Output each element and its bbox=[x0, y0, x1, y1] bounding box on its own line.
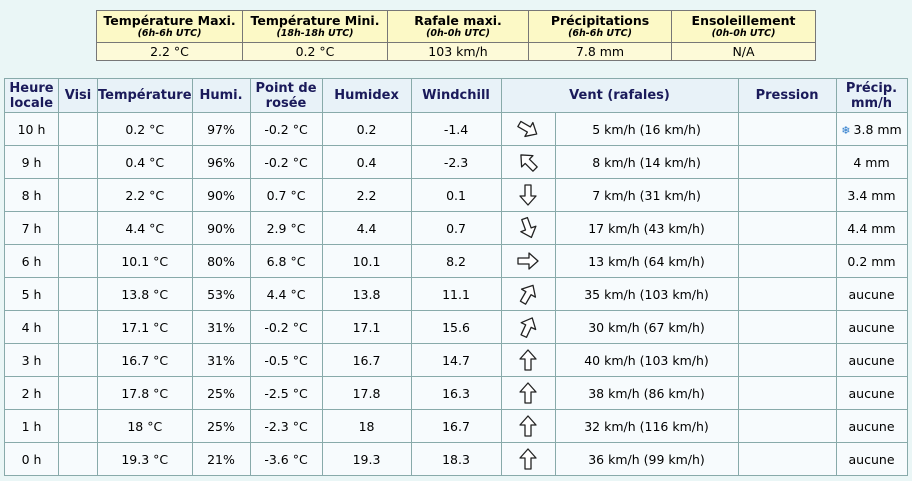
cell-wind: 35 km/h (103 km/h) bbox=[555, 278, 738, 311]
wind-direction-arrow-icon bbox=[515, 446, 541, 472]
cell-hour: 1 h bbox=[5, 410, 59, 443]
cell-humidity: 96% bbox=[192, 146, 250, 179]
wind-direction-arrow-icon bbox=[515, 347, 541, 373]
wind-direction-arrow-icon bbox=[515, 116, 541, 142]
cell-dewpoint: 2.9 °C bbox=[250, 212, 322, 245]
cell-visibility bbox=[59, 113, 98, 146]
cell-precip bbox=[836, 344, 907, 377]
table-row bbox=[5, 410, 908, 443]
summary-value-precip: 7.8 mm bbox=[529, 43, 672, 61]
cell-temperature: 0.2 °C bbox=[98, 113, 193, 146]
cell-visibility bbox=[59, 410, 98, 443]
cell-visibility bbox=[59, 443, 98, 476]
cell-dewpoint: -3.6 °C bbox=[250, 443, 322, 476]
cell-wind-direction bbox=[501, 179, 555, 212]
cell-wind: 40 km/h (103 km/h) bbox=[555, 344, 738, 377]
cell-dewpoint: 6.8 °C bbox=[250, 245, 322, 278]
precip-value: aucune bbox=[848, 385, 895, 401]
cell-hour: 7 h bbox=[5, 212, 59, 245]
cell-visibility bbox=[59, 278, 98, 311]
cell-humidex: 10.1 bbox=[322, 245, 411, 278]
cell-temperature: 0.4 °C bbox=[98, 146, 193, 179]
cell-hour: 3 h bbox=[5, 344, 59, 377]
cell-pressure bbox=[738, 377, 836, 410]
cell-dewpoint: 4.4 °C bbox=[250, 278, 322, 311]
cell-wind: 38 km/h (86 km/h) bbox=[555, 377, 738, 410]
cell-windchill: 14.7 bbox=[411, 344, 501, 377]
cell-visibility bbox=[59, 245, 98, 278]
cell-windchill: 15.6 bbox=[411, 311, 501, 344]
cell-windchill: 0.7 bbox=[411, 212, 501, 245]
col-header-wind: Vent (rafales) bbox=[501, 79, 738, 113]
cell-windchill: 16.7 bbox=[411, 410, 501, 443]
cell-humidity: 90% bbox=[192, 212, 250, 245]
precip-value: 3.4 mm bbox=[847, 187, 896, 203]
cell-temperature: 16.7 °C bbox=[98, 344, 193, 377]
cell-precip bbox=[836, 179, 907, 212]
col-header-precip: Précip. mm/h bbox=[836, 79, 907, 113]
cell-pressure bbox=[738, 278, 836, 311]
cell-hour: 0 h bbox=[5, 443, 59, 476]
cell-precip bbox=[836, 113, 907, 146]
cell-humidity: 97% bbox=[192, 113, 250, 146]
col-header-windchill: Windchill bbox=[411, 79, 501, 113]
table-row bbox=[5, 113, 908, 146]
cell-wind-direction bbox=[501, 344, 555, 377]
cell-humidex: 0.4 bbox=[322, 146, 411, 179]
wind-direction-arrow-icon bbox=[515, 380, 541, 406]
col-header-pressure: Pression bbox=[738, 79, 836, 113]
table-row bbox=[5, 245, 908, 278]
cell-humidex: 4.4 bbox=[322, 212, 411, 245]
cell-windchill: 16.3 bbox=[411, 377, 501, 410]
cell-precip bbox=[836, 146, 907, 179]
cell-windchill: -1.4 bbox=[411, 113, 501, 146]
cell-pressure bbox=[738, 311, 836, 344]
summary-header-gust: Rafale maxi. (0h-0h UTC) bbox=[388, 11, 529, 43]
summary-value-tmin: 0.2 °C bbox=[243, 43, 388, 61]
cell-wind-direction bbox=[501, 113, 555, 146]
cell-humidex: 16.7 bbox=[322, 344, 411, 377]
cell-wind: 30 km/h (67 km/h) bbox=[555, 311, 738, 344]
cell-wind-direction bbox=[501, 410, 555, 443]
cell-pressure bbox=[738, 245, 836, 278]
cell-humidex: 19.3 bbox=[322, 443, 411, 476]
col-header-hour: Heure locale bbox=[5, 79, 59, 113]
table-row bbox=[5, 278, 908, 311]
precip-value: 0.2 mm bbox=[847, 253, 896, 269]
cell-precip bbox=[836, 311, 907, 344]
wind-direction-arrow-icon bbox=[515, 281, 541, 307]
cell-wind: 17 km/h (43 km/h) bbox=[555, 212, 738, 245]
cell-humidity: 25% bbox=[192, 377, 250, 410]
summary-value-sunshine: N/A bbox=[672, 43, 816, 61]
wind-direction-arrow-icon bbox=[515, 248, 541, 274]
cell-wind-direction bbox=[501, 146, 555, 179]
cell-windchill: 8.2 bbox=[411, 245, 501, 278]
precip-value: 3.8 mm bbox=[853, 121, 902, 137]
cell-dewpoint: -0.2 °C bbox=[250, 113, 322, 146]
cell-precip bbox=[836, 212, 907, 245]
col-header-dewpoint: Point de rosée bbox=[250, 79, 322, 113]
cell-visibility bbox=[59, 311, 98, 344]
cell-humidex: 18 bbox=[322, 410, 411, 443]
cell-dewpoint: -2.3 °C bbox=[250, 410, 322, 443]
cell-precip bbox=[836, 245, 907, 278]
cell-wind: 7 km/h (31 km/h) bbox=[555, 179, 738, 212]
cell-wind: 8 km/h (14 km/h) bbox=[555, 146, 738, 179]
cell-humidity: 80% bbox=[192, 245, 250, 278]
cell-humidex: 13.8 bbox=[322, 278, 411, 311]
cell-pressure bbox=[738, 410, 836, 443]
cell-visibility bbox=[59, 212, 98, 245]
cell-humidex: 2.2 bbox=[322, 179, 411, 212]
cell-humidex: 17.8 bbox=[322, 377, 411, 410]
cell-pressure bbox=[738, 113, 836, 146]
cell-humidity: 90% bbox=[192, 179, 250, 212]
cell-visibility bbox=[59, 344, 98, 377]
cell-dewpoint: -0.2 °C bbox=[250, 311, 322, 344]
table-row bbox=[5, 311, 908, 344]
cell-wind-direction bbox=[501, 212, 555, 245]
cell-temperature: 17.1 °C bbox=[98, 311, 193, 344]
col-header-humidex: Humidex bbox=[322, 79, 411, 113]
wind-direction-arrow-icon bbox=[515, 182, 541, 208]
cell-wind-direction bbox=[501, 278, 555, 311]
table-row bbox=[5, 146, 908, 179]
cell-dewpoint: -0.5 °C bbox=[250, 344, 322, 377]
cell-hour: 5 h bbox=[5, 278, 59, 311]
wind-direction-arrow-icon bbox=[515, 314, 541, 340]
precip-value: aucune bbox=[848, 418, 895, 434]
cell-visibility bbox=[59, 146, 98, 179]
cell-hour: 9 h bbox=[5, 146, 59, 179]
cell-humidity: 25% bbox=[192, 410, 250, 443]
cell-windchill: 11.1 bbox=[411, 278, 501, 311]
cell-dewpoint: -2.5 °C bbox=[250, 377, 322, 410]
snowflake-icon: ❄ bbox=[841, 123, 851, 137]
cell-precip bbox=[836, 410, 907, 443]
wind-direction-arrow-icon bbox=[515, 149, 541, 175]
cell-dewpoint: -0.2 °C bbox=[250, 146, 322, 179]
cell-wind: 13 km/h (64 km/h) bbox=[555, 245, 738, 278]
cell-pressure bbox=[738, 212, 836, 245]
cell-pressure bbox=[738, 443, 836, 476]
cell-pressure bbox=[738, 344, 836, 377]
cell-hour: 6 h bbox=[5, 245, 59, 278]
cell-temperature: 4.4 °C bbox=[98, 212, 193, 245]
cell-temperature: 2.2 °C bbox=[98, 179, 193, 212]
table-row bbox=[5, 212, 908, 245]
summary-header-row bbox=[97, 11, 816, 43]
summary-header-precip: Précipitations (6h-6h UTC) bbox=[529, 11, 672, 43]
cell-precip bbox=[836, 278, 907, 311]
table-row bbox=[5, 344, 908, 377]
cell-wind-direction bbox=[501, 377, 555, 410]
summary-header-tmax: Température Maxi. (6h-6h UTC) bbox=[97, 11, 243, 43]
col-header-temperature: Température bbox=[98, 79, 193, 113]
cell-visibility bbox=[59, 179, 98, 212]
cell-hour: 10 h bbox=[5, 113, 59, 146]
table-row bbox=[5, 377, 908, 410]
cell-windchill: -2.3 bbox=[411, 146, 501, 179]
cell-hour: 2 h bbox=[5, 377, 59, 410]
table-row bbox=[5, 179, 908, 212]
precip-value: aucune bbox=[848, 352, 895, 368]
cell-wind: 32 km/h (116 km/h) bbox=[555, 410, 738, 443]
cell-humidity: 53% bbox=[192, 278, 250, 311]
precip-value: aucune bbox=[848, 286, 895, 302]
wind-direction-arrow-icon bbox=[515, 215, 541, 241]
cell-hour: 4 h bbox=[5, 311, 59, 344]
cell-wind-direction bbox=[501, 311, 555, 344]
cell-wind-direction bbox=[501, 443, 555, 476]
cell-windchill: 18.3 bbox=[411, 443, 501, 476]
cell-precip bbox=[836, 443, 907, 476]
summary-value-gust: 103 km/h bbox=[388, 43, 529, 61]
cell-humidex: 17.1 bbox=[322, 311, 411, 344]
precip-value: aucune bbox=[848, 451, 895, 467]
cell-temperature: 13.8 °C bbox=[98, 278, 193, 311]
summary-values-row bbox=[97, 43, 816, 61]
table-header-row bbox=[5, 79, 908, 113]
cell-hour: 8 h bbox=[5, 179, 59, 212]
col-header-humidity: Humi. bbox=[192, 79, 250, 113]
cell-precip bbox=[836, 377, 907, 410]
cell-visibility bbox=[59, 377, 98, 410]
cell-windchill: 0.1 bbox=[411, 179, 501, 212]
summary-value-tmax: 2.2 °C bbox=[97, 43, 243, 61]
precip-value: aucune bbox=[848, 319, 895, 335]
col-header-visi: Visi bbox=[59, 79, 98, 113]
cell-dewpoint: 0.7 °C bbox=[250, 179, 322, 212]
summary-header-sunshine: Ensoleillement (0h-0h UTC) bbox=[672, 11, 816, 43]
wind-direction-arrow-icon bbox=[515, 413, 541, 439]
cell-temperature: 10.1 °C bbox=[98, 245, 193, 278]
cell-wind: 36 km/h (99 km/h) bbox=[555, 443, 738, 476]
cell-humidex: 0.2 bbox=[322, 113, 411, 146]
hourly-observations-table bbox=[4, 78, 908, 476]
summary-header-tmin: Température Mini. (18h-18h UTC) bbox=[243, 11, 388, 43]
cell-humidity: 21% bbox=[192, 443, 250, 476]
cell-wind-direction bbox=[501, 245, 555, 278]
cell-humidity: 31% bbox=[192, 344, 250, 377]
cell-humidity: 31% bbox=[192, 311, 250, 344]
precip-value: 4.4 mm bbox=[847, 220, 896, 236]
cell-temperature: 19.3 °C bbox=[98, 443, 193, 476]
cell-pressure bbox=[738, 179, 836, 212]
table-row bbox=[5, 443, 908, 476]
cell-wind: 5 km/h (16 km/h) bbox=[555, 113, 738, 146]
precip-value: 4 mm bbox=[853, 154, 890, 170]
cell-temperature: 18 °C bbox=[98, 410, 193, 443]
daily-summary-table bbox=[96, 10, 816, 61]
cell-temperature: 17.8 °C bbox=[98, 377, 193, 410]
cell-pressure bbox=[738, 146, 836, 179]
